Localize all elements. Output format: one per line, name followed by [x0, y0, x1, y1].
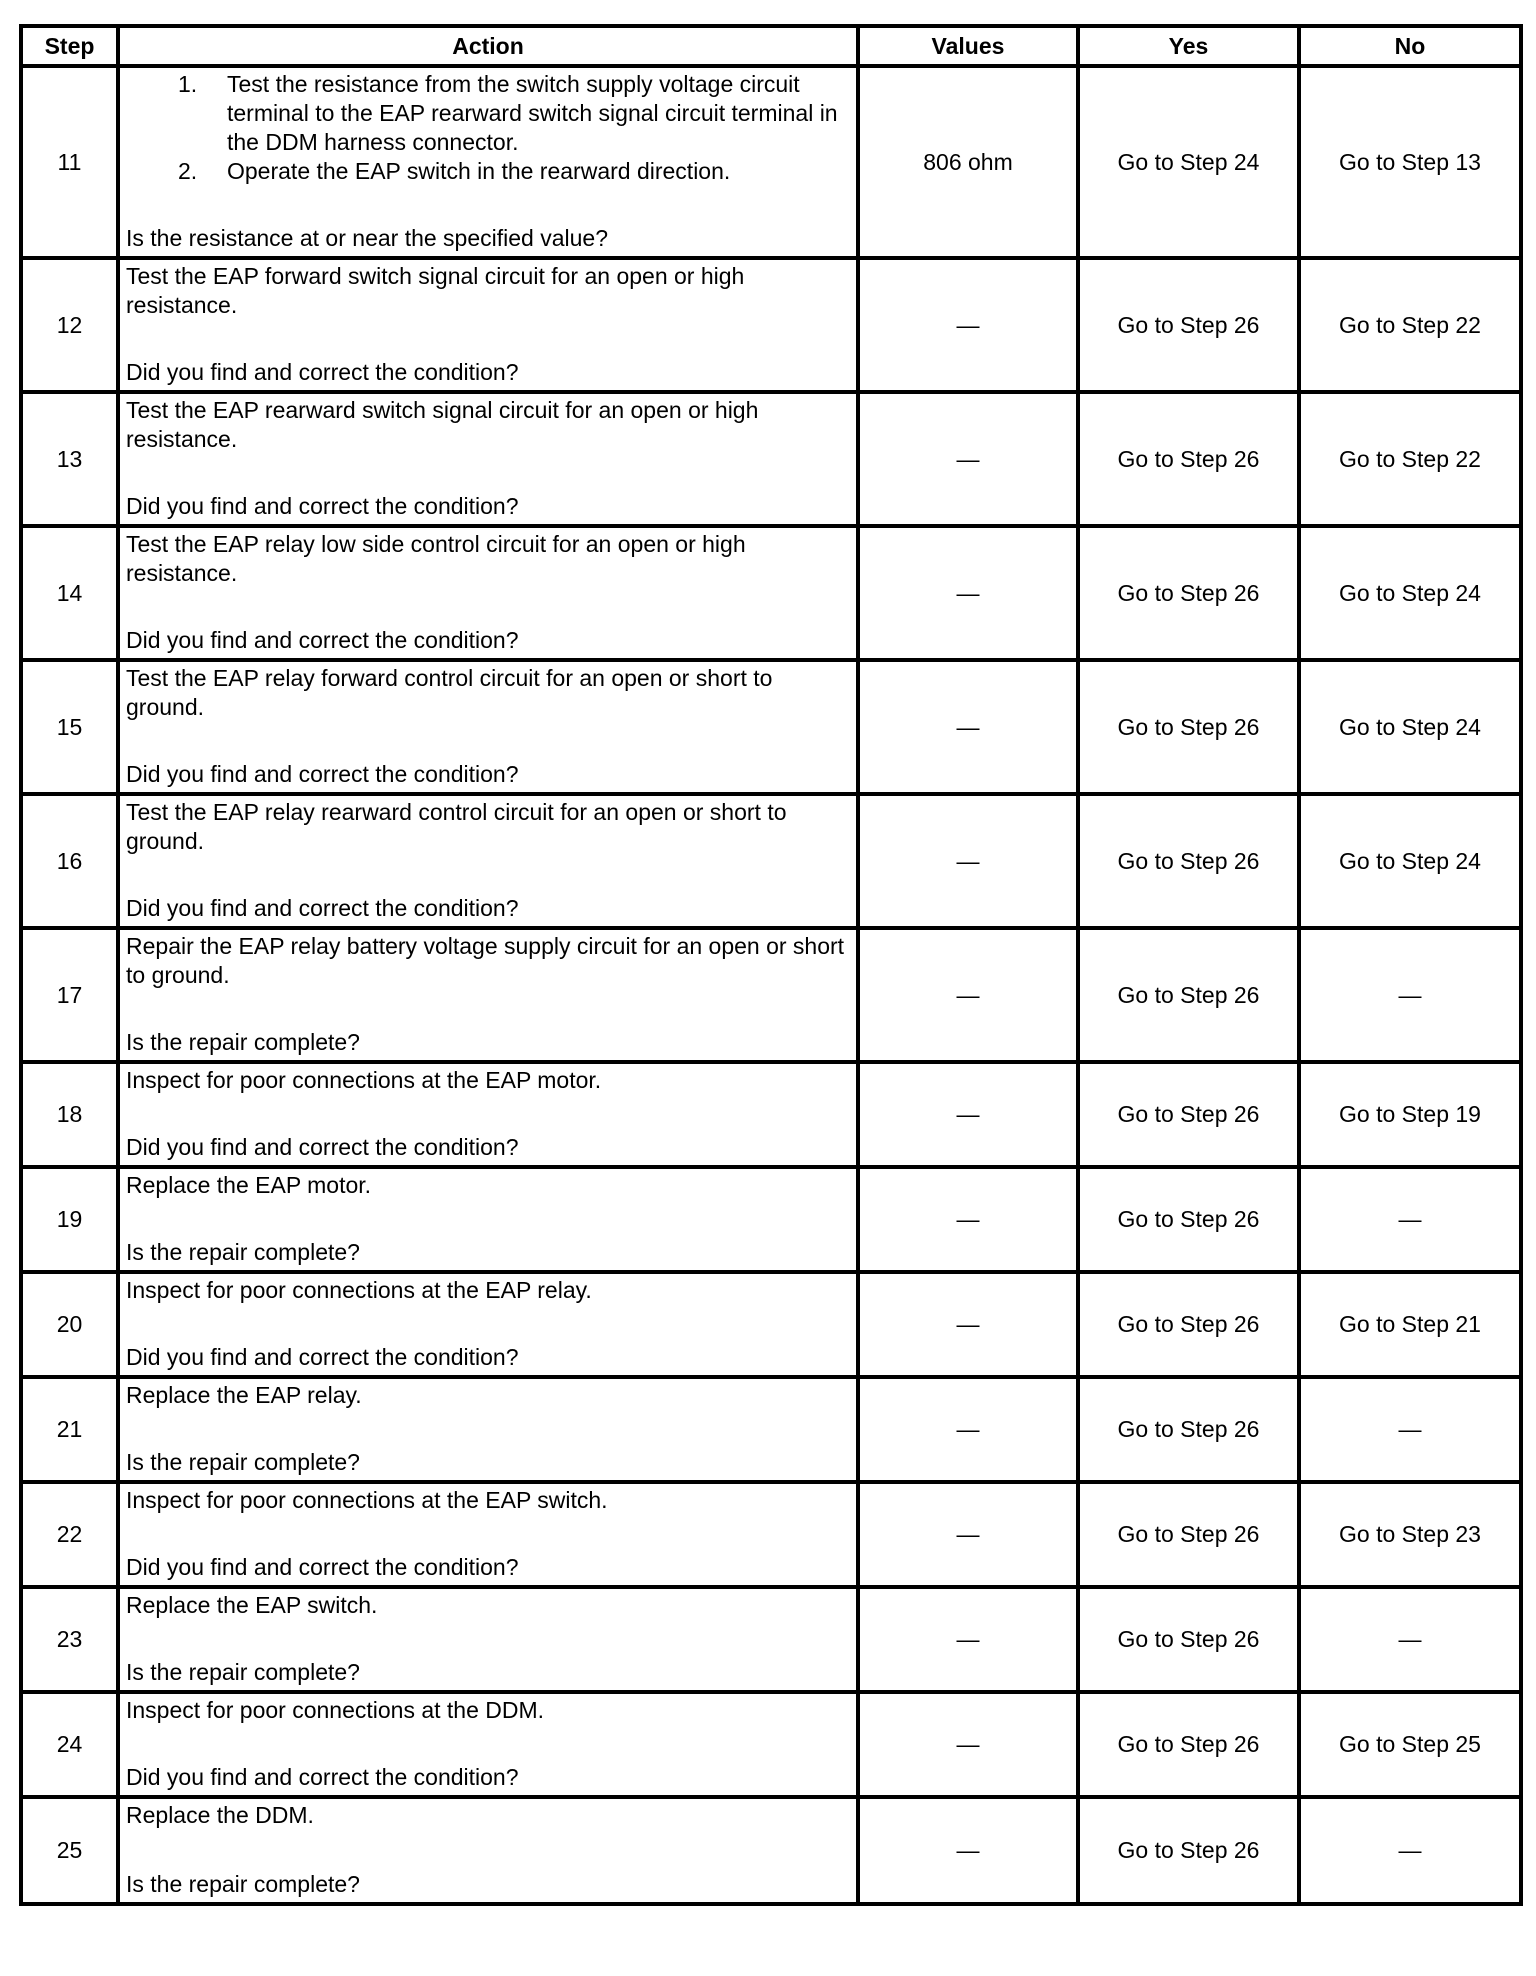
- value-cell: —: [858, 660, 1078, 794]
- no-cell: —: [1299, 1167, 1521, 1272]
- question-text: Did you find and correct the condition?: [126, 493, 519, 519]
- action-cell: [118, 1272, 858, 1377]
- yes-cell: Go to Step 26: [1078, 794, 1299, 928]
- substep: [126, 70, 850, 157]
- action-cell: [118, 1377, 858, 1482]
- question-text: Is the repair complete?: [126, 1659, 360, 1685]
- no-cell: Go to Step 22: [1299, 258, 1521, 392]
- question-text: Did you find and correct the condition?: [126, 1554, 519, 1580]
- instruction-text: Test the EAP relay forward control circuit for an open or short to ground.: [126, 665, 773, 720]
- no-cell: Go to Step 22: [1299, 392, 1521, 526]
- substep-number: 2.: [178, 158, 198, 184]
- yes-cell: Go to Step 26: [1078, 1797, 1299, 1904]
- substep-text: Operate the EAP switch in the rearward direction.: [227, 158, 731, 184]
- yes-cell: Go to Step 26: [1078, 928, 1299, 1062]
- header-step: Step: [21, 26, 118, 66]
- question-text: Is the repair complete?: [126, 1871, 360, 1897]
- question-text: Did you find and correct the condition?: [126, 895, 519, 921]
- action-cell: [118, 1587, 858, 1692]
- instruction-text: Inspect for poor connections at the DDM.: [126, 1697, 545, 1723]
- no-cell: Go to Step 21: [1299, 1272, 1521, 1377]
- action-cell: [118, 660, 858, 794]
- substep-list: [126, 70, 850, 186]
- table-row: [21, 1482, 1521, 1587]
- yes-cell: Go to Step 26: [1078, 660, 1299, 794]
- table-row: [21, 1797, 1521, 1904]
- no-cell: —: [1299, 1587, 1521, 1692]
- value-cell: —: [858, 526, 1078, 660]
- step-number: 25: [21, 1797, 118, 1904]
- step-number: 17: [21, 928, 118, 1062]
- no-cell: Go to Step 23: [1299, 1482, 1521, 1587]
- step-number: 19: [21, 1167, 118, 1272]
- yes-cell: Go to Step 26: [1078, 1062, 1299, 1167]
- question-text: Is the resistance at or near the specified value?: [126, 225, 609, 251]
- value-cell: —: [858, 258, 1078, 392]
- action-cell: [118, 794, 858, 928]
- no-cell: Go to Step 19: [1299, 1062, 1521, 1167]
- instruction-text: Test the EAP rearward switch signal circuit for an open or high resistance.: [126, 397, 759, 452]
- table-row: [21, 66, 1521, 258]
- action-cell: [118, 526, 858, 660]
- question-text: Did you find and correct the condition?: [126, 359, 519, 385]
- action-cell: [118, 392, 858, 526]
- yes-cell: Go to Step 26: [1078, 1482, 1299, 1587]
- yes-cell: Go to Step 26: [1078, 526, 1299, 660]
- table-row: [21, 1587, 1521, 1692]
- yes-cell: Go to Step 26: [1078, 1377, 1299, 1482]
- action-cell: [118, 1692, 858, 1797]
- yes-cell: Go to Step 24: [1078, 66, 1299, 258]
- step-number: 14: [21, 526, 118, 660]
- question-text: Is the repair complete?: [126, 1449, 360, 1475]
- header-no: No: [1299, 26, 1521, 66]
- value-cell: —: [858, 1482, 1078, 1587]
- substep-text: Test the resistance from the switch supply voltage circuit terminal to the EAP rearward switch signal circuit terminal in the DDM harness connector.: [227, 71, 838, 155]
- instruction-text: Test the EAP relay low side control circuit for an open or high resistance.: [126, 531, 746, 586]
- no-cell: Go to Step 25: [1299, 1692, 1521, 1797]
- question-text: Is the repair complete?: [126, 1029, 360, 1055]
- step-number: 18: [21, 1062, 118, 1167]
- yes-cell: Go to Step 26: [1078, 1587, 1299, 1692]
- value-cell: —: [858, 1797, 1078, 1904]
- value-cell: —: [858, 1377, 1078, 1482]
- table-row: [21, 928, 1521, 1062]
- step-number: 15: [21, 660, 118, 794]
- step-number: 13: [21, 392, 118, 526]
- question-text: Did you find and correct the condition?: [126, 761, 519, 787]
- step-number: 20: [21, 1272, 118, 1377]
- header-action: Action: [118, 26, 858, 66]
- value-cell: 806 ohm: [858, 66, 1078, 258]
- step-number: 12: [21, 258, 118, 392]
- table-row: [21, 1377, 1521, 1482]
- action-cell: [118, 1062, 858, 1167]
- table-row: [21, 1272, 1521, 1377]
- header-row: [21, 26, 1521, 66]
- step-number: 24: [21, 1692, 118, 1797]
- yes-cell: Go to Step 26: [1078, 392, 1299, 526]
- question-text: Did you find and correct the condition?: [126, 1134, 519, 1160]
- value-cell: —: [858, 928, 1078, 1062]
- question-text: Did you find and correct the condition?: [126, 1764, 519, 1790]
- table-row: [21, 660, 1521, 794]
- action-cell: [118, 66, 858, 258]
- step-number: 23: [21, 1587, 118, 1692]
- step-number: 21: [21, 1377, 118, 1482]
- value-cell: —: [858, 1272, 1078, 1377]
- value-cell: —: [858, 1062, 1078, 1167]
- table-row: [21, 1062, 1521, 1167]
- diagnostic-table: [19, 24, 1523, 1906]
- table-row: [21, 1167, 1521, 1272]
- table-row: [21, 526, 1521, 660]
- instruction-text: Replace the EAP switch.: [126, 1592, 378, 1618]
- no-cell: Go to Step 24: [1299, 794, 1521, 928]
- instruction-text: Test the EAP relay rearward control circuit for an open or short to ground.: [126, 799, 787, 854]
- instruction-text: Replace the EAP relay.: [126, 1382, 362, 1408]
- action-cell: [118, 928, 858, 1062]
- no-cell: —: [1299, 1797, 1521, 1904]
- value-cell: —: [858, 392, 1078, 526]
- instruction-text: Inspect for poor connections at the EAP relay.: [126, 1277, 592, 1303]
- instruction-text: Test the EAP forward switch signal circuit for an open or high resistance.: [126, 263, 745, 318]
- action-cell: [118, 258, 858, 392]
- table-row: [21, 392, 1521, 526]
- question-text: Did you find and correct the condition?: [126, 1344, 519, 1370]
- step-number: 16: [21, 794, 118, 928]
- table-row: [21, 258, 1521, 392]
- value-cell: —: [858, 1167, 1078, 1272]
- instruction-text: Replace the DDM.: [126, 1802, 314, 1828]
- no-cell: —: [1299, 928, 1521, 1062]
- substep-number: 1.: [178, 71, 198, 97]
- action-cell: [118, 1797, 858, 1904]
- substep: [126, 157, 850, 186]
- header-values: Values: [858, 26, 1078, 66]
- yes-cell: Go to Step 26: [1078, 258, 1299, 392]
- yes-cell: Go to Step 26: [1078, 1272, 1299, 1377]
- table-row: [21, 794, 1521, 928]
- value-cell: —: [858, 1692, 1078, 1797]
- no-cell: Go to Step 24: [1299, 526, 1521, 660]
- table-row: [21, 1692, 1521, 1797]
- instruction-text: Repair the EAP relay battery voltage supply circuit for an open or short to ground.: [126, 933, 845, 988]
- no-cell: Go to Step 24: [1299, 660, 1521, 794]
- action-cell: [118, 1482, 858, 1587]
- action-cell: [118, 1167, 858, 1272]
- instruction-text: Replace the EAP motor.: [126, 1172, 372, 1198]
- instruction-text: Inspect for poor connections at the EAP switch.: [126, 1487, 608, 1513]
- no-cell: Go to Step 13: [1299, 66, 1521, 258]
- instruction-text: Inspect for poor connections at the EAP motor.: [126, 1067, 602, 1093]
- step-number: 11: [21, 66, 118, 258]
- step-number: 22: [21, 1482, 118, 1587]
- value-cell: —: [858, 794, 1078, 928]
- no-cell: —: [1299, 1377, 1521, 1482]
- question-text: Is the repair complete?: [126, 1239, 360, 1265]
- yes-cell: Go to Step 26: [1078, 1692, 1299, 1797]
- yes-cell: Go to Step 26: [1078, 1167, 1299, 1272]
- header-yes: Yes: [1078, 26, 1299, 66]
- value-cell: —: [858, 1587, 1078, 1692]
- question-text: Did you find and correct the condition?: [126, 627, 519, 653]
